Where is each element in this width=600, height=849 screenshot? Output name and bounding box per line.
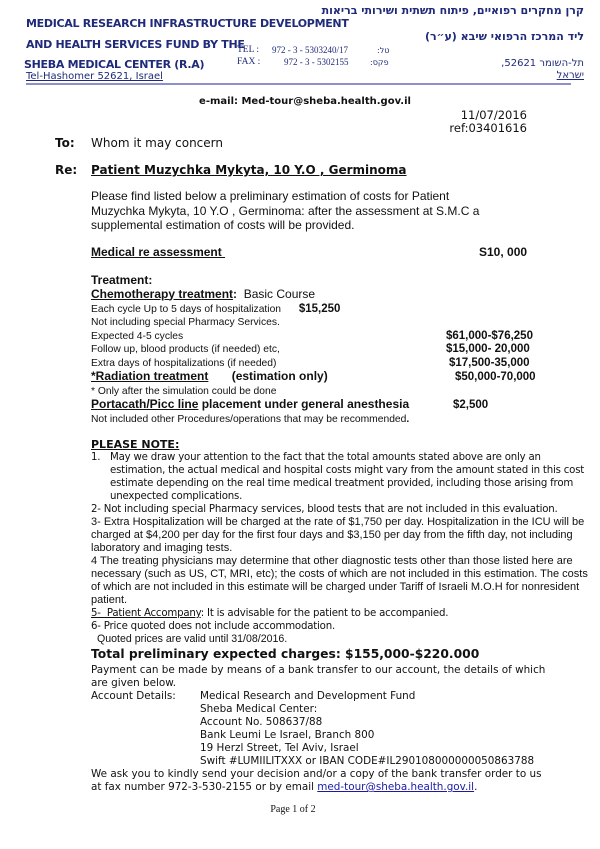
total-expected-charges: Total preliminary expected charges: $155,000-$220.000 — [91, 647, 480, 661]
closing-line-2-text: at fax number 972-3-530-2155 or by email — [91, 781, 318, 793]
note-1: May we draw your attention to the fact that the total amounts stated above are only an estimation, the actual medical and hospital costs might vary from the amount stated in this cost estimate depending on the real time medical treatment provided, including those arising from unexpected complications. — [110, 452, 585, 502]
reassessment-amount: S10, 000 — [479, 244, 528, 259]
fax-label-he: פקס: — [370, 58, 389, 67]
radiation-label-group — [91, 370, 328, 384]
note-1-row — [91, 451, 596, 503]
extra-days-amount: $17,500-35,000 — [449, 356, 530, 369]
expected-cycles-label: Expected 4-5 cycles — [91, 330, 184, 342]
fax-label: FAX : — [237, 57, 261, 67]
each-cycle-row — [91, 301, 561, 317]
expected-cycles-amount: $61,000-$76,250 — [446, 329, 533, 342]
expected-cycles-row — [91, 330, 561, 344]
each-cycle-label: Each cycle Up to 5 days of hospitalization — [91, 303, 282, 315]
note-2: 2- Not including special Pharmacy services, blood tests that are not included in this evaluation. — [91, 504, 558, 515]
radiation-note: (estimation only) — [231, 369, 328, 383]
re-line — [0, 163, 600, 177]
treatment-heading: Treatment: — [91, 272, 153, 287]
validity-note: Quoted prices are valid until 31/08/2016. — [97, 633, 288, 645]
account-line: Bank Leumi Le Israel, Branch 800 — [200, 729, 375, 741]
portacath-label: Portacath/Picc line — [91, 397, 199, 411]
chemo-colon: : — [233, 286, 238, 301]
chemo-label: Chemotherapy treatment — [91, 286, 234, 301]
account-details-label: Account Details: — [91, 690, 176, 702]
radiation-amount: $50,000-70,000 — [455, 371, 536, 383]
letter-date: 11/07/2016 — [460, 108, 527, 122]
account-line: 19 Herzl Street, Tel Aviv, Israel — [200, 742, 359, 754]
closing-line-2 — [91, 781, 596, 794]
radiation-label: *Radiation treatment — [91, 369, 209, 383]
please-note-heading: PLEASE NOTE: — [91, 438, 180, 451]
account-line: Swift #LUMIILITXXX or IBAN CODE#IL290108000000050863788 — [200, 755, 535, 767]
note-5-label: 5- Patient Accompany — [91, 608, 201, 619]
not-included-other — [91, 413, 561, 427]
letter-ref: ref:03401616 — [449, 121, 527, 135]
account-details — [200, 690, 534, 768]
fax-value: 972 - 3 - 5302155 — [284, 57, 349, 67]
extra-days-label: Extra days of hospitalizations (if needed) — [91, 357, 277, 369]
note-6: 6- Price quoted does not include accommodation. — [91, 621, 336, 632]
tel-label-he: טל: — [377, 46, 390, 55]
account-line: Medical Research and Development Fund — [200, 690, 416, 702]
page-number: Page 1 of 2 — [270, 804, 316, 815]
portacath-amount: $2,500 — [453, 399, 489, 411]
each-cycle-amount: $15,250 — [298, 302, 341, 315]
tel-label: TEL : — [237, 45, 260, 55]
org-name-en-line1: MEDICAL RESEARCH INFRASTRUCTURE DEVELOPMENT — [26, 17, 349, 30]
account-line: Account No. 508637/88 — [200, 716, 323, 728]
extra-days-row — [91, 357, 561, 371]
note-5-text: : It is advisable for the patient to be accompanied. — [200, 608, 449, 619]
portacath-line — [91, 398, 409, 412]
reassessment-label: Medical re assessment — [91, 244, 226, 259]
portacath-label-rest: placement under general anesthesia — [198, 397, 410, 411]
follow-up-row — [91, 343, 561, 357]
to-label: To: — [55, 136, 75, 150]
org-address-en: Tel-Hashomer 52621, Israel — [26, 71, 163, 82]
tel-value: 972 - 3 - 5303240/17 — [272, 45, 348, 55]
org-address-he-line1: תל-השומר 52621, — [501, 58, 584, 69]
note-3: 3- Extra Hospitalization will be charged at the rate of $1,750 per day. Hospitalization in the ICU will be charged at $4,200 per day for the first four days and $3,150 per day from the fifth day, not including laboratory and imaging tests. — [91, 516, 585, 554]
date-ref-block — [0, 109, 600, 135]
closing-email-link[interactable]: med-tour@sheba.health.gov.il — [317, 781, 475, 793]
letterhead-divider — [26, 83, 571, 85]
payment-intro: Payment can be made by means of a bank transfer to our account, the details of which are given below. — [91, 664, 546, 689]
to-line — [0, 136, 600, 150]
chemo-line — [91, 287, 561, 301]
not-included-other-text: Not included other Procedures/operations that may be recommended — [91, 413, 407, 425]
follow-up-amount: $15,000- 20,000 — [446, 343, 530, 355]
not-included-other-period: . — [406, 413, 410, 425]
not-incl-pharmacy: Not including special Pharmacy Services. — [91, 317, 280, 328]
note-1-number: 1. — [91, 452, 101, 463]
costs-block — [91, 245, 561, 427]
org-address-he-line2: ישראל — [556, 70, 584, 81]
note-4: 4 The treating physicians may determine that other diagnostic tests other than those listed here are necessary (such as US, CT, MRI, etc); the costs of which are not included in this estimation. The costs of which are not included in this estimate will be charged under Tariff of Israeli M.O.H for nonresident patient. — [91, 555, 588, 606]
notes-block — [91, 438, 596, 794]
radiation-footnote: * Only after the simulation could be done — [91, 385, 277, 397]
to-value: Whom it may concern — [91, 136, 223, 150]
portacath-row — [91, 398, 561, 413]
org-name-he-line1: קרן מחקרים רפואיים, פיתוח תשתית ושירותי בריאות — [321, 4, 584, 17]
radiation-row — [91, 370, 561, 385]
org-name-he-line2: ליד המרכז הרפואי שיבא (ע״ר) — [424, 30, 584, 43]
closing-suffix: . — [474, 781, 478, 793]
note-5 — [91, 607, 596, 620]
chemo-course: Basic Course — [243, 286, 316, 301]
intro-paragraph: Please find listed below a preliminary estimation of costs for Patient Muzychka Mykyta, 10 Y.O , Germinoma: after the assessment at S.M.C a supplemental estimation of costs will be provided. — [91, 189, 480, 232]
org-name-en-line2: AND HEALTH SERVICES FUND BY THE — [26, 38, 245, 51]
re-label: Re: — [55, 163, 78, 177]
letterhead-email: e-mail: Med-tour@sheba.health.gov.il — [199, 96, 411, 107]
closing-line-1: We ask you to kindly send your decision and/or a copy of the bank transfer order to us — [91, 768, 542, 780]
follow-up-label: Follow up, blood products (if needed) etc, — [91, 344, 280, 355]
account-details-row — [91, 690, 596, 768]
org-name-en-line3: SHEBA MEDICAL CENTER (R.A) — [24, 58, 205, 71]
re-subject: Patient Muzychka Mykyta, 10 Y.O , Germinoma — [91, 163, 407, 177]
reassessment-row — [91, 245, 561, 259]
account-line: Sheba Medical Center: — [200, 703, 318, 715]
letter-body — [0, 96, 600, 815]
